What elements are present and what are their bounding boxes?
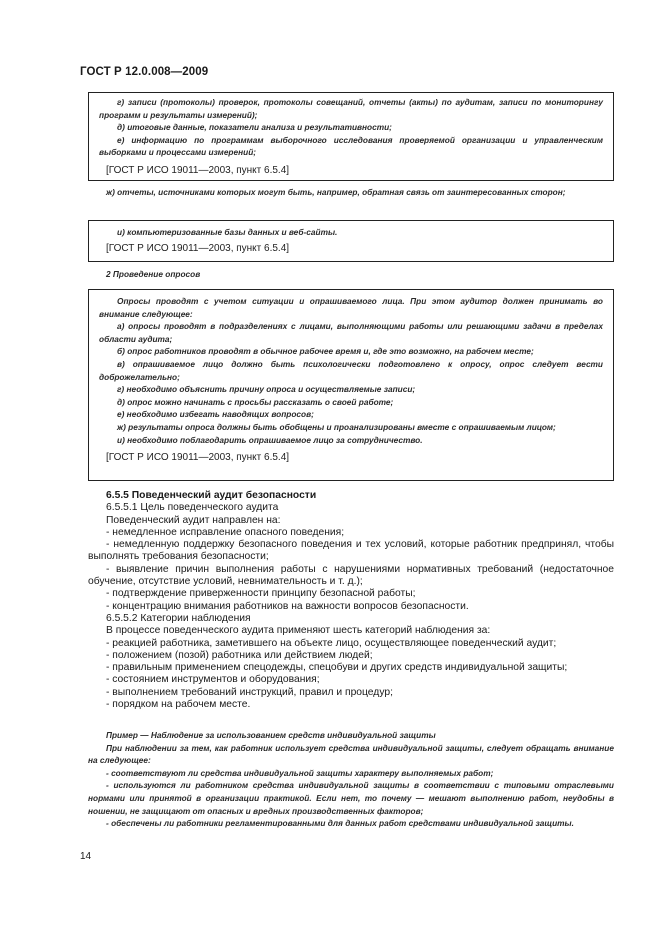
example-intro: При наблюдении за тем, как работник использует средства индивидуальной защиты, следует обращать внимание на следующее: [88, 742, 614, 766]
purpose-item: - немедленное исправление опасного поведения; [106, 526, 345, 538]
box3-item-a: а) опросы проводят в подразделениях с лицами, выполняющими работы или решающими задачи в пределах области аудита; [99, 321, 603, 344]
box3-item-d: д) опрос можно начинать с просьбы рассказать о своей работе; [117, 396, 394, 407]
subsection-6-5-5-1-title: 6.5.5.1 Цель поведенческого аудита [106, 502, 279, 514]
example-item: - используются ли работником средства индивидуальной защиты в соответствии с типовыми отраслевыми нормами или принятой в организации практикой. Если нет, то почему — мешают выполнению работ, неудобны в ношении, не защищают от опасных и вредных производственных факторов; [88, 780, 614, 816]
quote-box-interviews [88, 289, 614, 481]
category-item: - состоянием инструментов и оборудования; [106, 674, 320, 686]
paragraph-zh-reports: ж) отчеты, источниками которых могут быть, например, обратная связь от заинтересованных сторон; [106, 187, 566, 197]
box3-intro: Опросы проводят с учетом ситуации и опрашиваемого лица. При этом аудитор должен принимать во внимание следующее: [99, 296, 603, 319]
document-header: ГОСТ Р 12.0.008—2009 [80, 66, 209, 78]
box3-item-g: г) необходимо объяснить причину опроса и осуществляемые записи; [117, 384, 416, 395]
box1-item-e: е) информацию по программам выборочного исследования проверяемой организации и управленческим выборками и процессами измерений; [99, 134, 603, 158]
quote-box-databases [88, 220, 614, 262]
box3-item-v: в) опрашиваемое лицо должно быть психологически подготовлено к опросу, опрос следует вести доброжелательно; [99, 358, 603, 382]
box3-item-b: б) опрос работников проводят в обычное рабочее время и, где это возможно, на рабочем месте; [117, 346, 534, 357]
box2-item-i: и) компьютеризованные базы данных и веб-сайты. [117, 227, 338, 237]
categories-lead: В процессе поведенческого аудита применяют шесть категорий наблюдения за: [106, 625, 491, 637]
category-item: - реакцией работника, заметившего на объекте лицо, осуществляющее поведенческий аудит; [106, 637, 557, 649]
category-item: - правильным применением спецодежды, спецобуви и других средств индивидуальной защиты; [106, 662, 568, 674]
example-title: Пример — Наблюдение за использованием средств индивидуальной защиты [106, 730, 436, 740]
purpose-item: - концентрацию внимания работников на важности вопросов безопасности. [106, 600, 469, 612]
box1-reference: [ГОСТ Р ИСО 19011—2003, пункт 6.5.4] [106, 164, 290, 176]
purpose-item: - немедленную поддержку безопасного поведения и тех условий, которые работник предпринял, чтобы выполнять требования безопасности; [88, 539, 614, 563]
subsection-6-5-5-2-title: 6.5.5.2 Категории наблюдения [106, 612, 251, 624]
example-item: - соответствуют ли средства индивидуальной защиты характеру выполняемых работ; [106, 767, 494, 778]
box1-item-g: г) записи (протоколы) проверок, протоколы совещаний, отчеты (акты) по аудитам, записи по мониторингу программ и результаты измерений); [99, 97, 603, 120]
category-item: - положением (позой) работника или действием людей; [106, 649, 373, 661]
example-item: - обеспечены ли работники регламентированными для данных работ средствами индивидуальной защиты. [106, 818, 574, 829]
section-6-5-5 [88, 490, 614, 711]
box3-reference: [ГОСТ Р ИСО 19011—2003, пункт 6.5.4] [106, 452, 290, 464]
purpose-lead: Поведенческий аудит направлен на: [106, 514, 281, 526]
quote-box-records [88, 92, 614, 181]
box1-item-d: д) итоговые данные, показатели анализа и результативности; [117, 122, 392, 133]
purpose-item: - подтверждение приверженности принципу безопасной работы; [106, 588, 416, 600]
box3-item-e: е) необходимо избегать наводящих вопросов; [117, 409, 314, 420]
section-6-5-5-title: 6.5.5 Поведенческий аудит безопасности [106, 490, 317, 501]
box3-item-i: и) необходимо поблагодарить опрашиваемое лицо за сотрудничество. [117, 434, 423, 445]
box2-reference: [ГОСТ Р ИСО 19011—2003, пункт 6.5.4] [106, 242, 290, 254]
category-item: - порядком на рабочем месте. [106, 699, 251, 711]
category-item: - выполнением требований инструкций, правил и процедур; [106, 686, 393, 698]
box3-item-zh: ж) результаты опроса должны быть обобщены и проанализированы вместе с опрашиваемым лицом; [117, 421, 556, 432]
purpose-item: - выявление причин выполнения работы с нарушениями нормативных требований (недостаточное обучение, отсутствие условий, невнимательность и т. д.); [88, 563, 614, 588]
section-2-title: 2 Проведение опросов [106, 269, 201, 279]
example-block [88, 729, 614, 830]
page-number: 14 [80, 851, 92, 862]
